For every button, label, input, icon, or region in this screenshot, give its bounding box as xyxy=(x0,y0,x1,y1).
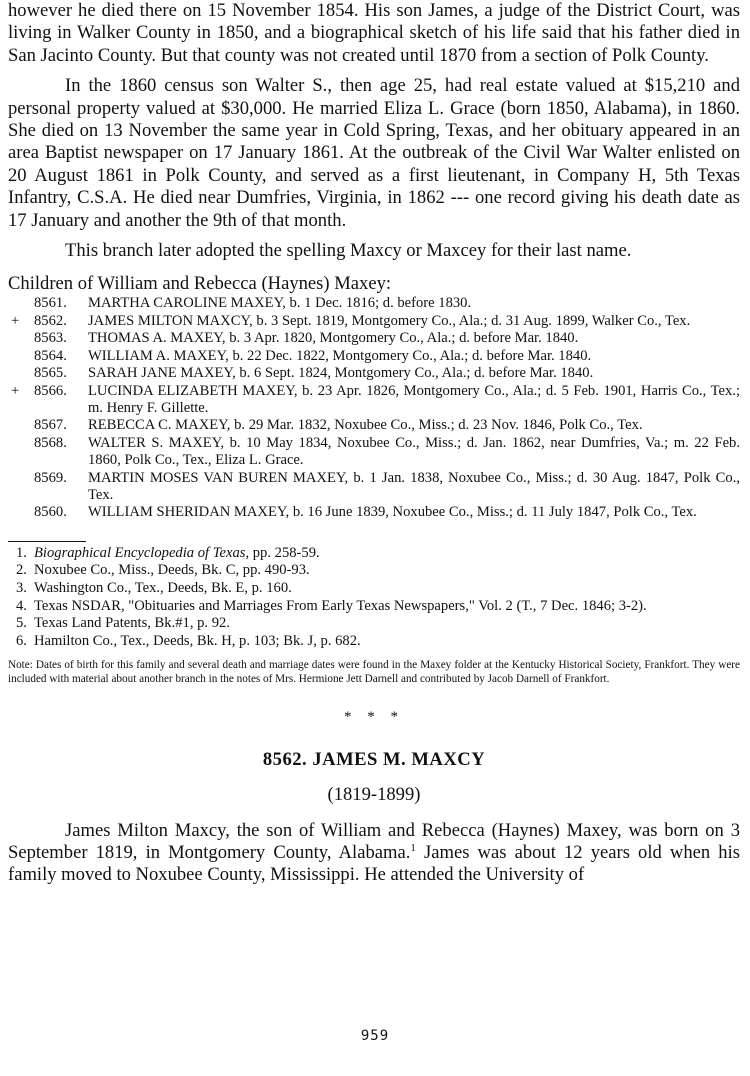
child-entry xyxy=(8,348,740,365)
footnote-text: Hamilton Co., Tex., Deeds, Bk. H, p. 103; Bk. J, p. 682. xyxy=(34,632,361,649)
child-number: 8561. xyxy=(34,295,67,312)
footnote-text: Texas Land Patents, Bk.#1, p. 92. xyxy=(34,615,230,632)
child-entry xyxy=(8,313,740,330)
child-number: 8565. xyxy=(34,365,67,382)
footnote-text: Noxubee Co., Miss., Deeds, Bk. C, pp. 490-93. xyxy=(34,562,310,579)
child-entry xyxy=(8,504,740,521)
footnote-title: Biographical Encyclopedia of Texas xyxy=(34,544,246,561)
child-text: WILLIAM A. MAXEY, b. 22 Dec. 1822, Montgomery Co., Ala.; d. before Mar. 1840. xyxy=(88,347,592,364)
paragraph-james-text-a: James Milton Maxcy, the son of William and Rebecca (Haynes) Maxey, was born on 3 September 1819, in Montgomery County, Alabama. xyxy=(8,819,740,863)
page-number: 959 xyxy=(360,1028,390,1044)
footnote-number: 6. xyxy=(16,632,27,649)
child-number: 8560. xyxy=(34,504,67,521)
child-entry xyxy=(8,295,740,312)
footnote xyxy=(8,562,740,580)
footnote-number: 3. xyxy=(16,579,27,596)
child-number: 8564. xyxy=(34,347,67,364)
footnote-list xyxy=(8,545,740,651)
paragraph-james-text-b: James was about 12 years old when his family moved to Noxubee County, Mississippi. He attended the University of xyxy=(8,841,740,886)
paragraph-james-intro xyxy=(8,820,740,887)
document-page xyxy=(8,0,740,887)
child-text: THOMAS A. MAXEY, b. 3 Apr. 1820, Montgomery Co., Ala.; d. before Mar. 1840. xyxy=(88,330,579,347)
child-entry xyxy=(8,470,740,505)
child-text: LUCINDA ELIZABETH MAXEY, b. 23 Apr. 1826, Montgomery Co., Ala.; d. 5 Feb. 1901, Harris Co., Tex.; m. Henry F. Gillette. xyxy=(88,382,740,416)
child-text: WILLIAM SHERIDAN MAXEY, b. 16 June 1839, Noxubee Co., Miss.; d. 11 July 1847, Polk Co., Tex. xyxy=(88,504,697,521)
child-number: 8568. xyxy=(34,434,67,451)
footnote xyxy=(8,598,740,616)
source-note: Note: Dates of birth for this family and several death and marriage dates were found in the Maxey folder at the Kentucky Historical Society, Frankfort. They were included with material about another branch in the notes of Mrs. Hermione Jett Darnell and contributed by Jacob Darnell of Frankfort. xyxy=(8,659,740,685)
descendant-mark: + xyxy=(11,312,20,329)
paragraph-continued: however he died there on 15 November 1854. His son James, a judge of the District Court, was living in Walker County in 1850, and a biographical sketch of his life said that his father died in San Jacinto County. But that county was not created until 1870 from a section of Polk County. xyxy=(8,0,740,66)
footnote xyxy=(8,633,740,651)
footnote xyxy=(8,545,740,563)
child-entry xyxy=(8,383,740,418)
child-text: MARTIN MOSES VAN BUREN MAXEY, b. 1 Jan. 1838, Noxubee Co., Miss.; d. 30 Aug. 1847, Polk Co., Tex. xyxy=(88,469,740,503)
child-entry xyxy=(8,435,740,470)
footnote xyxy=(8,580,740,598)
footnote-number: 1. xyxy=(16,544,27,561)
child-entry xyxy=(8,330,740,347)
footnote-number: 4. xyxy=(16,597,27,614)
child-entry xyxy=(8,417,740,434)
child-entry xyxy=(8,365,740,382)
section-separator: * * * xyxy=(344,708,404,725)
section-title: 8562. JAMES M. MAXCY xyxy=(262,748,486,770)
child-number: 8569. xyxy=(34,469,67,486)
child-number: 8563. xyxy=(34,330,67,347)
footnote-number: 5. xyxy=(16,615,27,632)
child-text: WALTER S. MAXEY, b. 10 May 1834, Noxubee Co., Miss.; d. Jan. 1862, near Dumfries, Va.; m. 22 Feb. 1860, Polk Co., Tex., Eliza L. Grace. xyxy=(88,434,740,469)
child-text: JAMES MILTON MAXCY, b. 3 Sept. 1819, Montgomery Co., Ala.; d. 31 Aug. 1899, Walker Co., Tex. xyxy=(88,312,691,329)
footnote-text: Washington Co., Tex., Deeds, Bk. E, p. 160. xyxy=(34,579,292,596)
child-number: 8562. xyxy=(34,312,67,329)
footnote-text: Texas NSDAR, "Obituaries and Marriages From Early Texas Newspapers," Vol. 2 (T., 7 Dec. 1846; 3-2). xyxy=(34,597,647,614)
child-number: 8567. xyxy=(34,417,67,434)
paragraph-spelling-note: This branch later adopted the spelling Maxcy or Maxcey for their last name. xyxy=(65,240,632,262)
footnote-rule xyxy=(8,541,86,542)
children-heading: Children of William and Rebecca (Haynes) Maxey: xyxy=(8,273,392,295)
child-text: MARTHA CAROLINE MAXEY, b. 1 Dec. 1816; d. before 1830. xyxy=(88,295,472,312)
children-list xyxy=(8,295,740,521)
descendant-mark: + xyxy=(11,382,20,399)
child-number: 8566. xyxy=(34,382,67,399)
footnote-number: 2. xyxy=(16,562,27,579)
child-text: SARAH JANE MAXEY, b. 6 Sept. 1824, Montgomery Co., Ala.; d. before Mar. 1840. xyxy=(88,365,594,382)
footnote-text: , pp. 258-59. xyxy=(245,544,320,561)
section-dates: (1819-1899) xyxy=(327,783,421,805)
paragraph-walter-census: In the 1860 census son Walter S., then age 25, had real estate valued at $15,210 and personal property valued at $30,000. He married Eliza L. Grace (born 1850, Alabama), in 1860. She died on 13 November the same year in Cold Spring, Texas, and her obituary appeared in an area Baptist newspaper on 17 January 1861. At the outbreak of the Civil War Walter enlisted on 20 August 1861 in Polk County, and served as a first lieutenant, in Company H, 5th Texas Infantry, C.S.A. He died near Dumfries, Virginia, in 1862 --- one record giving his death date as 17 January and another the 9th of that month. xyxy=(8,75,740,231)
child-text: REBECCA C. MAXEY, b. 29 Mar. 1832, Noxubee Co., Miss.; d. 23 Nov. 1846, Polk Co., Tex. xyxy=(88,417,643,434)
footnote xyxy=(8,615,740,633)
footnote-ref: 1 xyxy=(410,841,416,854)
